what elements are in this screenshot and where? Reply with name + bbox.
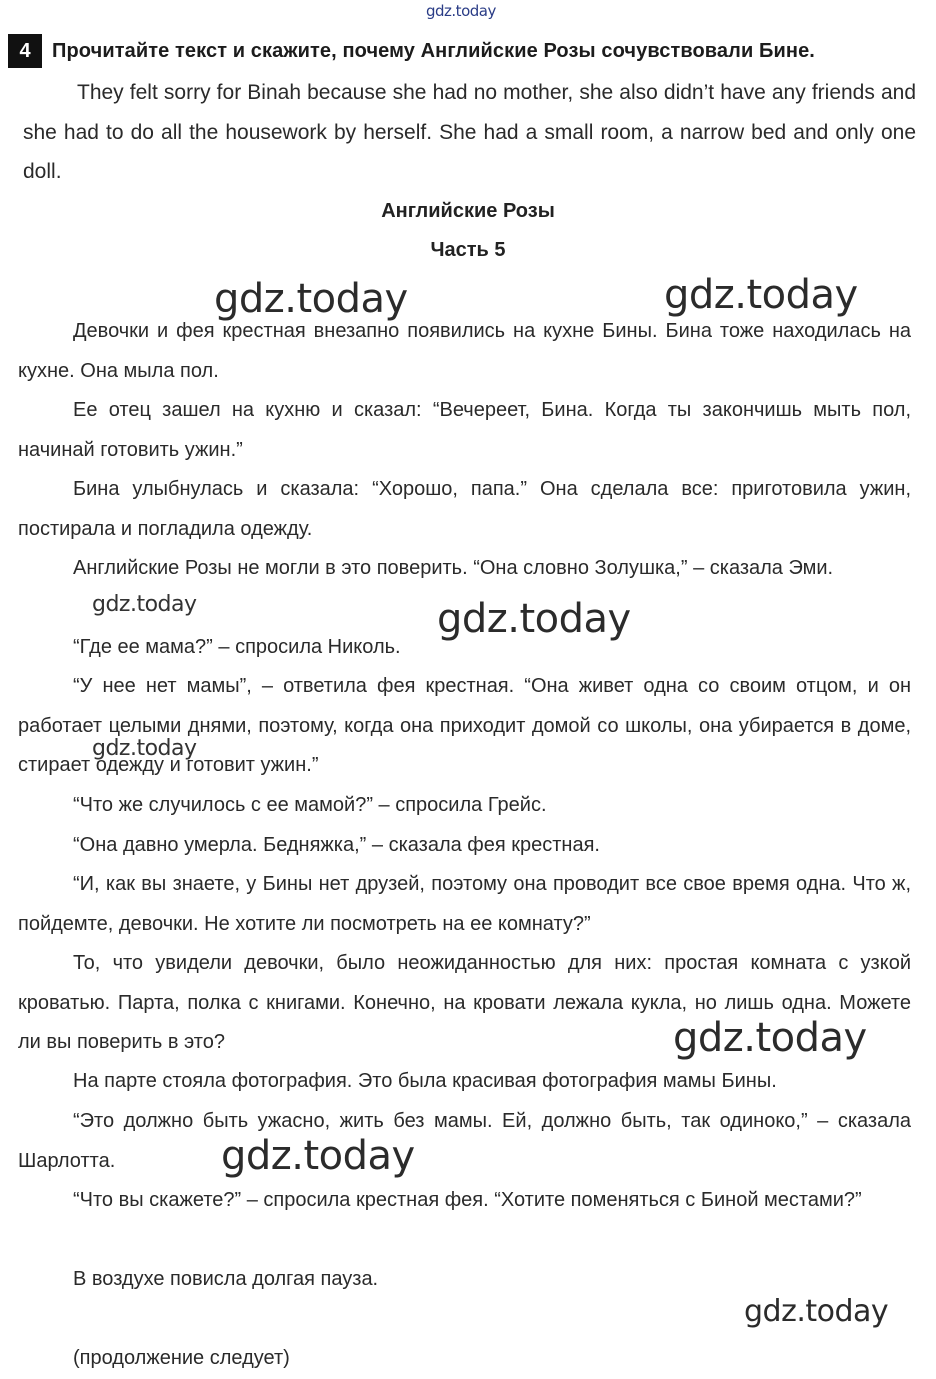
- story-paragraph-1: Девочки и фея крестная внезапно появились на кухне Бины. Бина тоже находилась на кухне. Она мыла пол.: [18, 320, 911, 382]
- watermark: gdz.today: [664, 272, 858, 318]
- watermark: gdz.today: [744, 1294, 889, 1329]
- task-question: Прочитайте текст и скажите, почему Английские Розы сочувствовали Бине.: [52, 39, 815, 62]
- story-paragraph-11: На парте стояла фотография. Это была красивая фотография мамы Бины.: [73, 1070, 777, 1092]
- story-paragraph-2: Ее отец зашел на кухню и сказал: “Вечереет, Бина. Когда ты закончишь мыть пол, начинай готовить ужин.”: [18, 399, 911, 461]
- story-part: Часть 5: [430, 239, 506, 261]
- story-title: Английские Розы: [381, 200, 555, 222]
- story-paragraph-8: “Она давно умерла. Бедняжка,” – сказала фея крестная.: [73, 834, 600, 856]
- watermark: gdz.today: [92, 736, 197, 761]
- story-paragraph-10: То, что увидели девочки, было неожиданностью для них: простая комната с узкой кроватью. Парта, полка с книгами. Конечно, на кровати лежала кукла, но лишь одна. Можете ли вы поверить в это?: [18, 952, 911, 1053]
- story-continued: (продолжение следует): [73, 1347, 290, 1369]
- watermark: gdz.today: [92, 592, 197, 617]
- story-paragraph-12: “Это должно быть ужасно, жить без мамы. Ей, должно быть, так одиноко,” – сказала Шарлотта.: [18, 1110, 911, 1172]
- story-paragraph-3: Бина улыбнулась и сказала: “Хорошо, папа.” Она сделала все: приготовила ужин, постирала и погладила одежду.: [18, 478, 911, 540]
- task-number-badge: 4: [8, 34, 42, 68]
- story-paragraph-9: “И, как вы знаете, у Бины нет друзей, поэтому она проводит все свое время одна. Что ж, пойдемте, девочки. Не хотите ли посмотреть на ее комнату?”: [18, 873, 911, 935]
- watermark: gdz.today: [221, 1133, 415, 1179]
- task-header: [8, 34, 815, 68]
- watermark-top: gdz.today: [426, 2, 496, 20]
- task-answer: [23, 73, 916, 192]
- watermark: gdz.today: [214, 276, 408, 322]
- story-paragraph-7: “Что же случилось с ее мамой?” – спросила Грейс.: [73, 794, 547, 816]
- watermark: gdz.today: [437, 596, 631, 642]
- story-paragraph-14: В воздухе повисла долгая пауза.: [73, 1268, 379, 1290]
- story-paragraph-4: Английские Розы не могли в это поверить. “Она словно Золушка,” – сказала Эми.: [73, 557, 834, 579]
- story-paragraph-5: “Где ее мама?” – спросила Николь.: [73, 636, 401, 658]
- task-answer-text: They felt sorry for Binah because she had no mother, she also didn’t have any friends and she had to do all the housework by herself. She had a small room, a narrow bed and only one doll.: [23, 81, 916, 183]
- story-paragraph-13: “Что вы скажете?” – спросила крестная фея. “Хотите поменяться с Биной местами?”: [73, 1189, 862, 1211]
- story-paragraph-6: “У нее нет мамы”, – ответила фея крестная. “Она живет одна со своим отцом, и он работает целыми днями, поэтому, когда она приходит домой со школы, она убирается в доме, стирает одежду и готовит ужин.”: [18, 675, 911, 776]
- watermark: gdz.today: [673, 1015, 867, 1061]
